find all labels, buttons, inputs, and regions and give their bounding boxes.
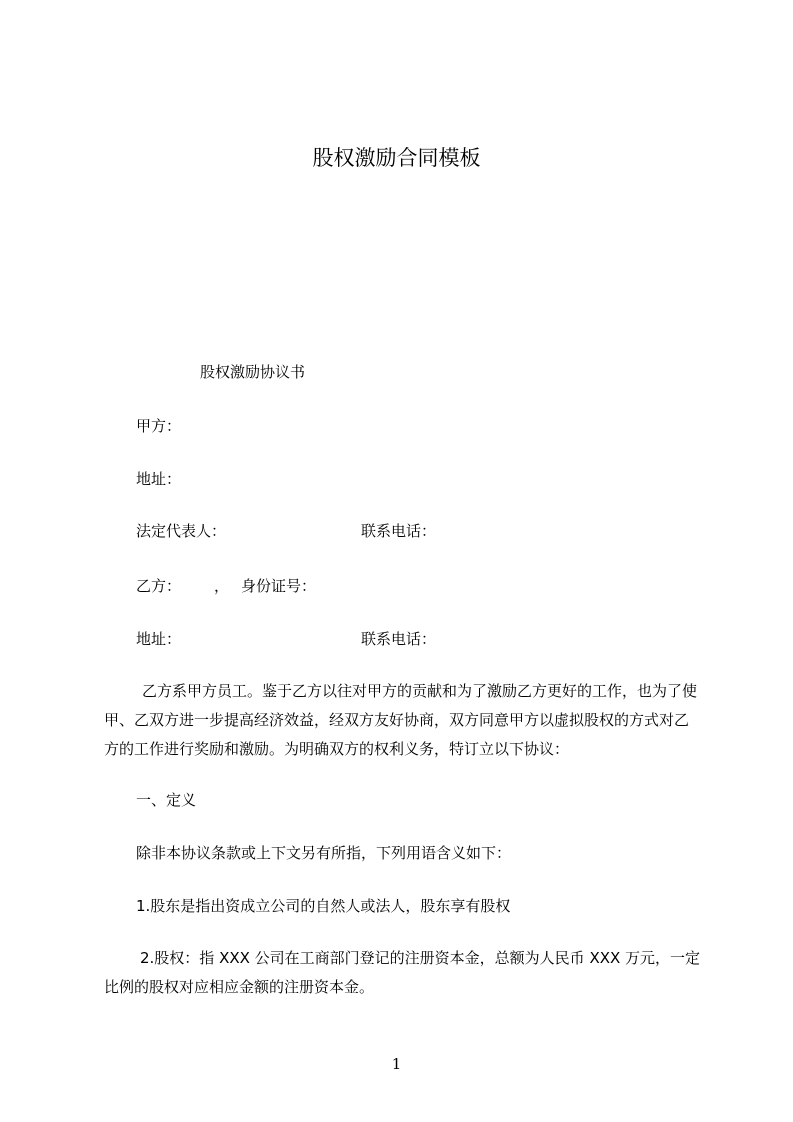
section-1-heading: 一、定义	[136, 791, 197, 809]
party-a-label: 甲方：	[136, 417, 182, 435]
definition-item-1: 1.股东是指出资成立公司的自然人或法人，股东享有股权	[136, 897, 511, 915]
definitions-intro: 除非本协议条款或上下文另有所指，下列用语含义如下：	[136, 844, 512, 862]
party-b-id-label: 身份证号：	[241, 577, 317, 595]
party-b-address-label: 地址：	[136, 630, 182, 648]
document-title: 股权激励合同模板	[312, 146, 481, 170]
party-a-address-label: 地址：	[136, 470, 182, 488]
page-number: 1	[391, 1055, 402, 1073]
party-b-comma: ，	[214, 577, 230, 595]
agreement-subtitle: 股权激励协议书	[200, 363, 306, 381]
party-b-label: 乙方：	[136, 577, 182, 595]
intro-paragraph: 乙方系甲方员工。鉴于乙方以往对甲方的贡献和为了激励乙方更好的工作，也为了使甲、乙双方进一步提高经济效益，经双方友好协商，双方同意甲方以虚拟股权的方式对乙方的工作进行奖励和激励。为明确双方的权利义务，特订立以下协议：	[104, 682, 698, 758]
party-b-phone-label: 联系电话：	[361, 630, 437, 648]
party-a-phone-label: 联系电话：	[361, 522, 437, 540]
legal-representative-label: 法定代表人：	[136, 522, 227, 540]
definition-item-2: 2.股权：指 XXX 公司在工商部门登记的注册资本金，总额为人民币 XXX 万元，一定比例的股权对应相应金额的注册资本金。	[104, 949, 701, 996]
